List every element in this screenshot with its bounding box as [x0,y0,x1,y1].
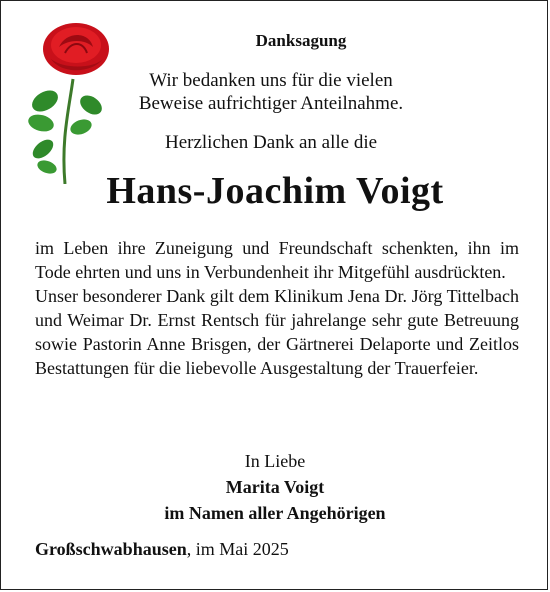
body-text [35,236,519,380]
body-paragraph: Unser besonderer Dank gilt dem Klinikum Jena Dr. Jörg Tittelbach und Weimar Dr. Ernst Rentsch für jahrelange sehr gute Betreuung sowie Pastorin Anne Brisgen, der Gärtnerei Delaporte und Zeitlos Bestattungen für die liebevolle Ausgestaltung der Trauerfeier. [35,286,519,378]
place-date [35,539,289,560]
intro-text [121,69,421,115]
in-love-text: In Liebe [244,451,306,471]
intro-line: Wir bedanken uns für die vielen [149,70,393,91]
thanks-line: Herzlichen Dank an alle die [164,132,378,153]
body-paragraph: im Leben ihre Zuneigung und Freundschaft schenkten, ihn im Tode ehrten und uns in Verbundenheit ihr Mitgefühl ausdrückten. [35,238,519,282]
place-name: Großschwabhausen [35,539,187,559]
closing-block [1,448,549,526]
on-behalf-text: im Namen aller Angehörigen [164,503,386,523]
heading-block [1,31,549,51]
deceased-name: Hans-Joachim Voigt [106,170,444,212]
intro-line: Beweise aufrichtiger Anteilnahme. [138,93,404,114]
signer-name: Marita Voigt [225,477,325,497]
date-text: , im Mai 2025 [186,539,289,559]
heading: Danksagung [255,31,347,50]
